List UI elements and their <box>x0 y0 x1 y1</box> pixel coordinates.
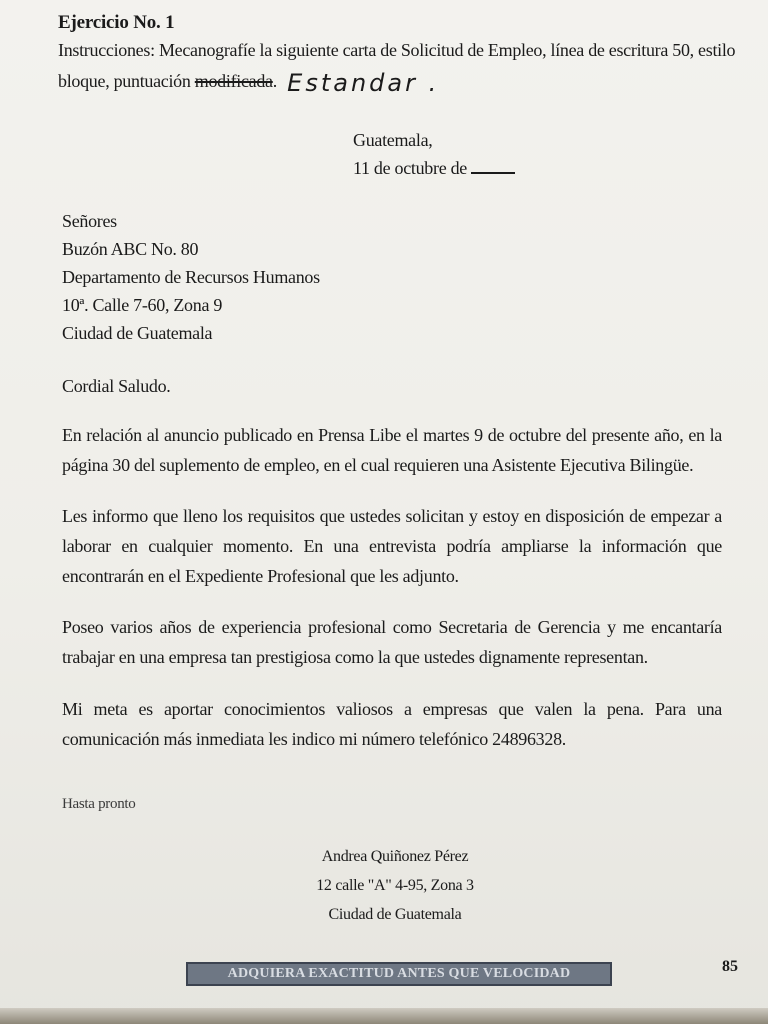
letter-paragraph: Les informo que lleno los requisitos que ustedes solicitan y estoy en disposición de empezar a laborar en cualquier momento. En una entrevista podría ampliarse la información que encontrarán en el Expediente Profesional que les adjunto. <box>62 506 722 586</box>
letter-date <box>353 126 515 182</box>
date-line <box>353 154 515 182</box>
signature-line: Andrea Quiñonez Pérez <box>321 848 469 865</box>
handwritten-correction: Estandar . <box>287 69 440 97</box>
struck-word: modificada <box>194 71 273 91</box>
instructions-text: Instrucciones: Mecanografíe la siguiente carta de Solicitud de Empleo, línea de escritura 50, estilo bloque, puntuación <box>58 40 736 91</box>
recipient-line: Ciudad de Guatemala <box>62 323 213 343</box>
signature-line: Ciudad de Guatemala <box>328 906 462 923</box>
letter-paragraph: En relación al anuncio publicado en Prensa Libe el martes 9 de octubre del presente año, en la página 30 del suplemento de empleo, en el cual requieren una Asistente Ejecutiva Bilingüe. <box>62 425 722 475</box>
recipient-line: Departamento de Recursos Humanos <box>62 267 320 287</box>
closing: Hasta pronto <box>62 796 136 812</box>
date-text: 11 de octubre de <box>353 158 467 178</box>
exercise-title: Ejercicio No. 1 <box>58 12 175 33</box>
year-blank <box>471 158 515 174</box>
exercise-instructions <box>58 36 738 96</box>
instructions-end: . <box>272 71 277 91</box>
page-bottom-edge <box>0 1008 768 1024</box>
signature-block <box>270 842 520 929</box>
letter-paragraph: Poseo varios años de experiencia profesional como Secretaria de Gerencia y me encantaría trabajar en una empresa tan prestigiosa como la que ustedes dignamente representan. <box>62 617 722 667</box>
page-number: 85 <box>722 958 738 975</box>
date-city: Guatemala, <box>353 130 433 150</box>
recipient-line: 10ª. Calle 7-60, Zona 9 <box>62 295 223 315</box>
signature-line: 12 calle "A" 4-95, Zona 3 <box>316 877 474 894</box>
recipient-line: Buzón ABC No. 80 <box>62 239 199 259</box>
exercise-header <box>58 10 738 96</box>
recipient-address <box>62 207 320 347</box>
salutation: Cordial Saludo. <box>62 376 171 396</box>
footer-banner: ADQUIERA EXACTITUD ANTES QUE VELOCIDAD <box>186 962 612 986</box>
letter-paragraph: Mi meta es aportar conocimientos valiosos a empresas que valen la pena. Para una comunicación más inmediata les indico mi número telefónico 24896328. <box>62 699 722 749</box>
recipient-line: Señores <box>62 211 117 231</box>
